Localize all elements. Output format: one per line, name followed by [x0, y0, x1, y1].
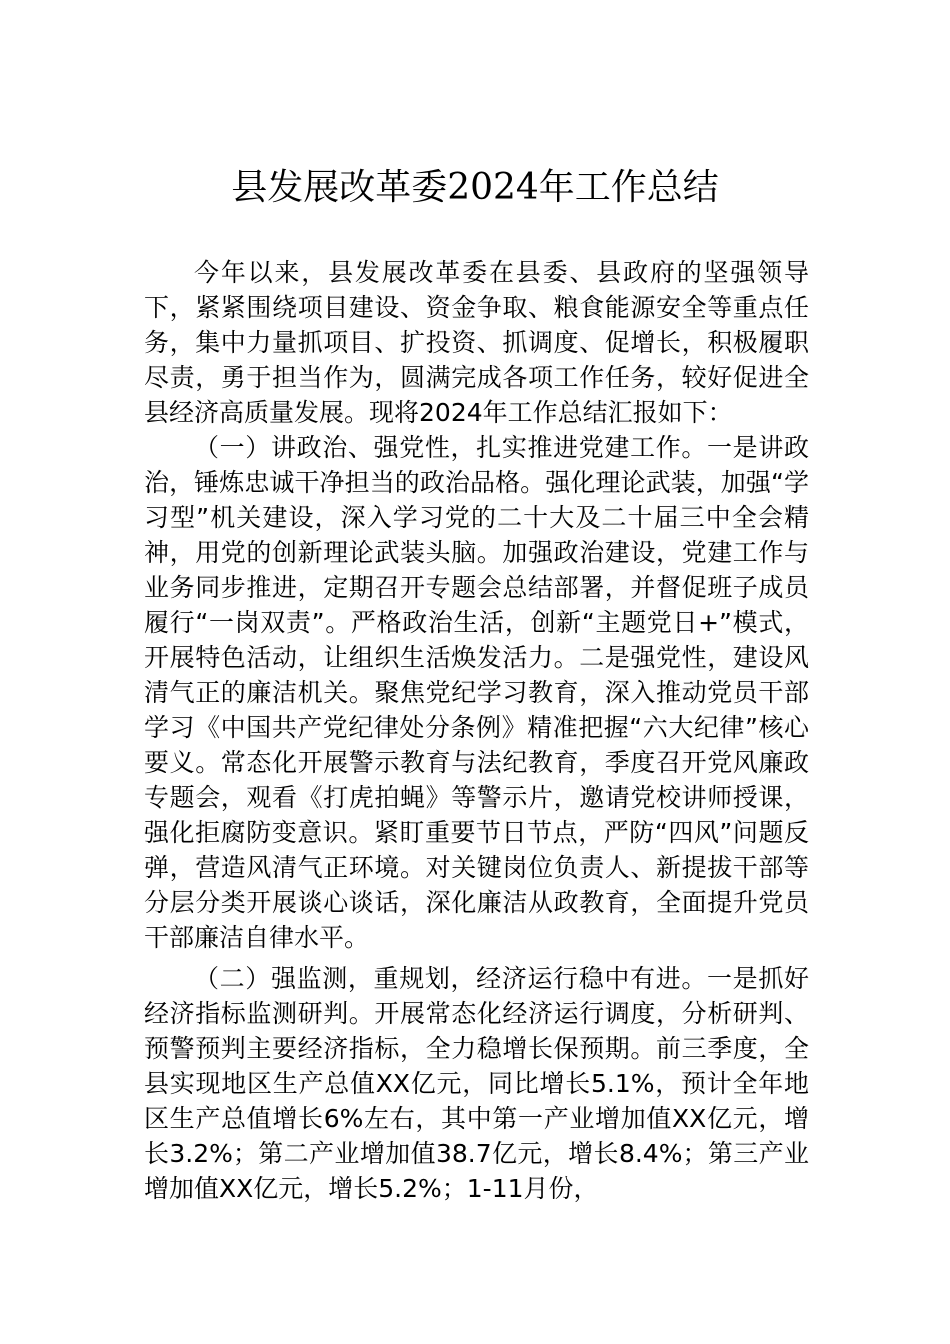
- paragraph-intro: 今年以来，县发展改革委在县委、县政府的坚强领导下，紧紧围绕项目建设、资金争取、粮食能源安全等重点任务，集中力量抓项目、扩投资、抓调度、促增长，积极履职尽责，勇于担当作为，圆满完成各项工作任务，较好促进全县经济高质量发展。现将2024年工作总结汇报如下：: [144, 258, 809, 427]
- document-title: 县发展改革委2024年工作总结: [231, 167, 719, 208]
- document-body: [144, 255, 809, 1206]
- paragraph-section-2: （二）强监测，重规划，经济运行稳中有进。一是抓好经济指标监测研判。开展常态化经济运行调度，分析研判、预警预判主要经济指标，全力稳增长保预期。前三季度，全县实现地区生产总值XX亿元，同比增长5.1%，预计全年地区生产总值增长6%左右，其中第一产业增加值XX亿元，增长3.2%；第二产业增加值38.7亿元，增长8.4%；第三产业增加值XX亿元，增长5.2%；1-11月份，: [144, 964, 809, 1203]
- paragraph-section-1: （一）讲政治、强党性，扎实推进党建工作。一是讲政治，锤炼忠诚干净担当的政治品格。强化理论武装，加强“学习型”机关建设，深入学习党的二十大及二十届三中全会精神，用党的创新理论武装头脑。加强政治建设，党建工作与业务同步推进，定期召开专题会总结部署，并督促班子成员履行“一岗双责”。严格政治生活，创新“主题党日+”模式，开展特色活动，让组织生活焕发活力。二是强党性，建设风清气正的廉洁机关。聚焦党纪学习教育，深入推动党员干部学习《中国共产党纪律处分条例》精准把握“六大纪律”核心要义。常态化开展警示教育与法纪教育，季度召开党风廉政专题会，观看《打虎拍蝇》等警示片，邀请党校讲师授课，强化拒腐防变意识。紧盯重要节日节点，严防“四风”问题反弹，营造风清气正环境。对关键岗位负责人、新提拔干部等分层分类开展谈心谈话，深化廉洁从政教育，全面提升党员干部廉洁自律水平。: [144, 433, 809, 952]
